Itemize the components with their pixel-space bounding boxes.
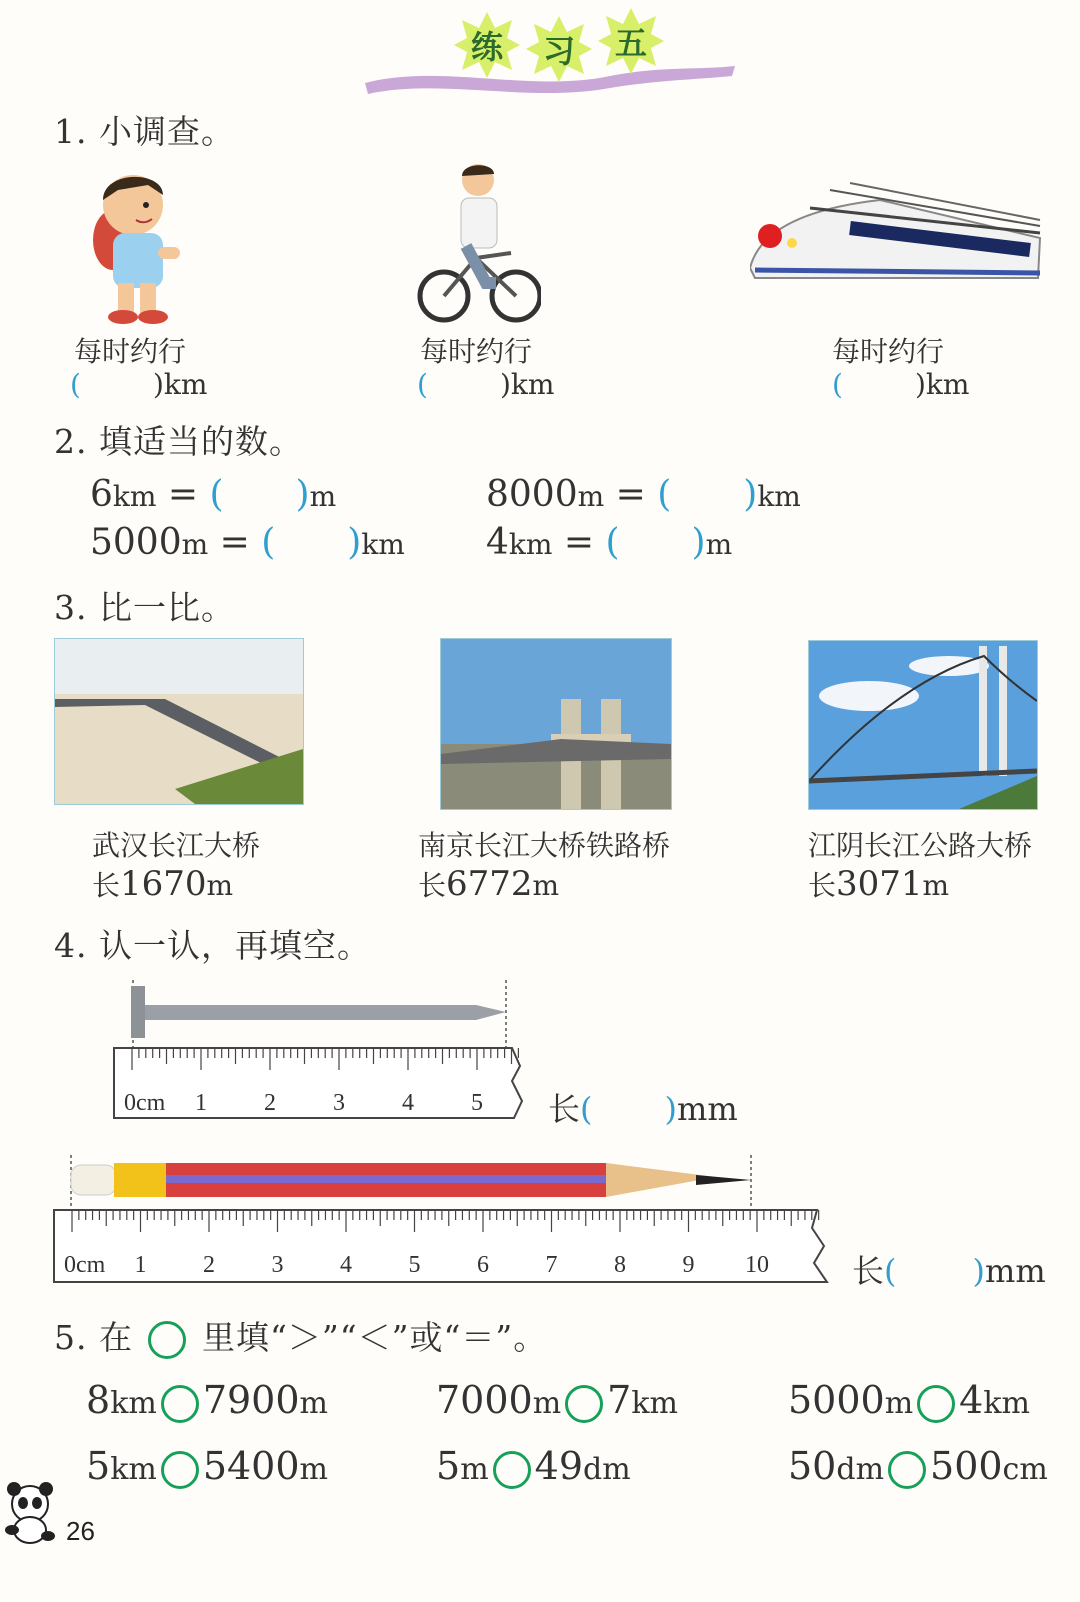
sample-circle-icon [148, 1321, 186, 1359]
answer-circle[interactable] [161, 1451, 199, 1489]
q1-heading: 1. 小调查。 [54, 112, 235, 151]
jiangyin-bridge-name: 江阴长江公路大桥 [808, 829, 1033, 862]
compare-item-1[interactable]: 8km 7900m [86, 1378, 328, 1422]
q5-heading: 5. 在 里填“＞”“＜”或“＝”。 [54, 1318, 548, 1357]
title-star-1 [452, 10, 522, 80]
compare-item-6[interactable]: 50dm 500cm [788, 1444, 1048, 1488]
answer-circle[interactable] [493, 1451, 531, 1489]
ruler-label: 5 [408, 1252, 421, 1278]
train-speed-label: 每时约行 [832, 335, 945, 368]
compare-item-3[interactable]: 5000m 4km [788, 1378, 1030, 1422]
q2-row-4[interactable]: 4km = ( )m [486, 522, 733, 563]
nail-illustration [126, 980, 516, 1050]
wuhan-bridge-name: 武汉长江大桥 [92, 829, 261, 862]
ruler-label: 4 [340, 1252, 352, 1278]
jiangyin-bridge-length: 长3071m [808, 864, 950, 904]
compare-item-2[interactable]: 7000m 7km [436, 1378, 678, 1422]
ruler-label: 2 [203, 1252, 215, 1278]
ruler-1 [112, 1046, 524, 1120]
compare-item-5[interactable]: 5m 49dm [436, 1444, 631, 1488]
title-star-3 [596, 6, 666, 76]
nail-length-answer[interactable]: 长( )mm [548, 1090, 738, 1128]
title-char-1: 练 [470, 28, 503, 66]
ruler-label: 10 [745, 1252, 769, 1278]
jiangyin-bridge-photo [808, 640, 1038, 810]
q2-row-3[interactable]: 5000m = ( )km [90, 522, 405, 563]
title-char-3: 五 [614, 24, 647, 62]
ruler-label: 0cm [124, 1090, 166, 1116]
title-char-2: 习 [542, 32, 575, 70]
ruler-label: 3 [333, 1090, 345, 1116]
q3-heading: 3. 比一比。 [54, 588, 235, 627]
ruler-label: 3 [271, 1252, 284, 1278]
q4-heading: 4. 认一认，再填空。 [54, 926, 371, 965]
page-number: 26 [66, 1516, 95, 1546]
pencil-length-answer[interactable]: 长( )mm [852, 1252, 1046, 1290]
answer-circle[interactable] [161, 1385, 199, 1423]
answer-circle[interactable] [917, 1385, 955, 1423]
pencil-illustration [66, 1155, 756, 1213]
compare-item-4[interactable]: 5km 5400m [86, 1444, 328, 1488]
q2-row-2[interactable]: 8000m = ( )km [486, 474, 801, 515]
q2-row-1[interactable]: 6km = ( )m [90, 474, 337, 515]
answer-circle[interactable] [565, 1385, 603, 1423]
nanjing-bridge-name: 南京长江大桥铁路桥 [418, 829, 671, 862]
bike-speed-blank[interactable]: ( )km [417, 368, 555, 401]
walk-speed-label: 每时约行 [74, 335, 187, 368]
bike-speed-label: 每时约行 [420, 335, 533, 368]
ruler-label: 1 [134, 1252, 147, 1278]
train-illustration [750, 178, 1042, 288]
ruler-label: 1 [195, 1090, 207, 1116]
train-speed-blank[interactable]: ( )km [832, 368, 970, 401]
ruler-label: 8 [614, 1252, 626, 1278]
ruler-label: 5 [471, 1090, 483, 1116]
q2-heading: 2. 填适当的数。 [54, 422, 303, 461]
wuhan-bridge-length: 长1670m [92, 864, 234, 904]
ruler-label: 9 [682, 1252, 695, 1278]
title-star-2 [524, 14, 594, 84]
cyclist-illustration [416, 158, 541, 328]
ruler-label: 4 [402, 1090, 414, 1116]
ruler-label: 0cm [64, 1252, 106, 1278]
panda-icon [0, 1480, 60, 1546]
ruler-label: 7 [545, 1252, 558, 1278]
ruler-label: 6 [477, 1252, 489, 1278]
answer-circle[interactable] [888, 1451, 926, 1489]
ruler-2 [52, 1208, 832, 1284]
nanjing-bridge-length: 长6772m [418, 864, 560, 904]
nanjing-bridge-photo [440, 638, 672, 810]
wuhan-bridge-photo [54, 638, 304, 805]
walk-speed-blank[interactable]: ( )km [70, 368, 208, 401]
walking-boy-illustration [78, 165, 188, 330]
ruler-label: 2 [264, 1090, 276, 1116]
